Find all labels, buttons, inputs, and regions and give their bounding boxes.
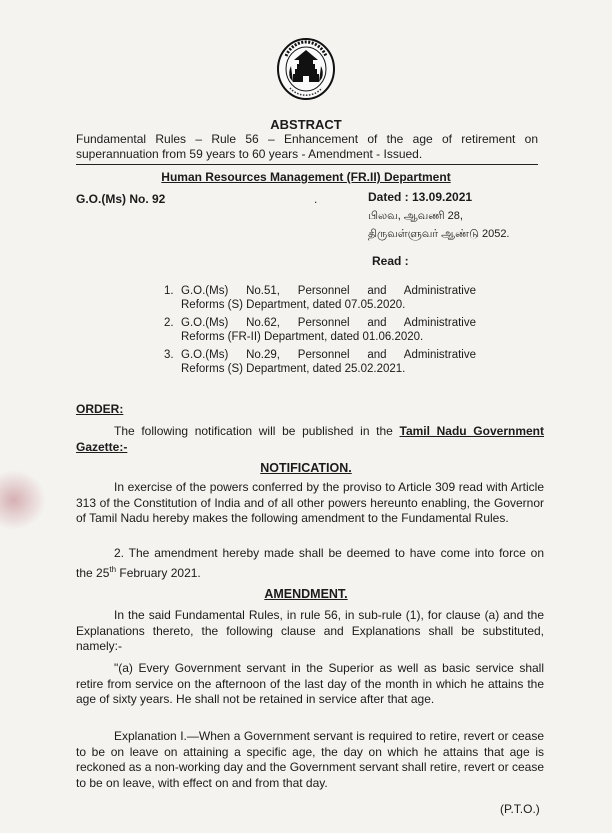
tamil-date-line1: பிலவ, ஆவணி 28, [368,210,463,222]
notification-paragraph-1: In exercise of the powers conferred by the proviso to Article 309 read with Article 313 of the Constitution of India and of all other powers hereunto enabling, the Governor of Tamil Nadu hereby makes the following amendment to the Fundamental Rules. [76,480,544,525]
go-number: G.O.(Ms) No. 92 [76,192,166,206]
amendment-heading: AMENDMENT. [264,587,348,601]
scan-smudge [0,470,46,530]
department-name: Human Resources Management (FR.II) Department [161,170,451,184]
tamil-date-line2: திருவள்ளுவர் ஆண்டு 2052. [368,228,510,240]
tamil-nadu-emblem-icon [276,36,336,108]
para2-end: February 2021. [116,565,201,580]
reference-text: G.O.(Ms) No.62, Personnel and Administrative [181,317,476,329]
reference-number: 3. [164,349,174,361]
pto-marker: (P.T.O.) [500,802,540,816]
header-divider [76,164,538,165]
stray-dot: . [314,192,318,206]
reference-text-cont: Reforms (S) Department, dated 07.05.2020. [181,299,406,311]
notification-paragraph-2 [76,546,544,581]
reference-list [164,284,476,380]
explanation-paragraph: Explanation I.—When a Government servant is required to retire, revert or cease to be on leave on attaining a specific age, the day on which he attains that age is reckoned as a non-working day and the Government servant shall retire, revert or cease to be on leave, with effect on and from that day. [76,729,544,790]
reference-text-cont: Reforms (S) Department, dated 25.02.2021. [181,363,406,375]
reference-text-cont: Reforms (FR-II) Department, dated 01.06.2020. [181,331,424,343]
reference-text: G.O.(Ms) No.29, Personnel and Administrative [181,349,476,361]
reference-text: G.O.(Ms) No.51, Personnel and Administrative [181,285,476,297]
para2-start: 2. The amendment hereby made shall be deemed to have come into force on the 25 [76,546,544,580]
order-paragraph [76,424,544,455]
notification-heading: NOTIFICATION. [260,461,352,475]
gazette-name: Tamil Nadu Government Gazette:- [76,424,544,454]
reference-number: 1. [164,285,174,297]
dated: Dated : 13.09.2021 [368,190,473,204]
reference-item [164,316,476,344]
reference-item [164,284,476,312]
reference-number: 2. [164,317,174,329]
subject-line: Fundamental Rules – Rule 56 – Enhancement of the age of retirement on superannuation from 59 years to 60 years - Amendment - Issued. [76,132,538,161]
para2-superscript: th [109,564,117,574]
read-label: Read : [372,254,409,268]
clause-a-paragraph: "(a) Every Government servant in the Superior as well as basic service shall retire from service on the afternoon of the last day of the month in which he attains the age of sixty years. He shall not be retained in service after that age. [76,661,544,706]
order-heading: ORDER: [76,402,124,416]
reference-item [164,348,476,376]
order-intro: The following notification will be published in the [114,424,400,438]
amendment-paragraph: In the said Fundamental Rules, in rule 56, in sub-rule (1), for clause (a) and the Explanations thereto, the following clause and Explanations shall be substituted, namely:- [76,608,544,653]
abstract-heading: ABSTRACT [270,117,342,132]
